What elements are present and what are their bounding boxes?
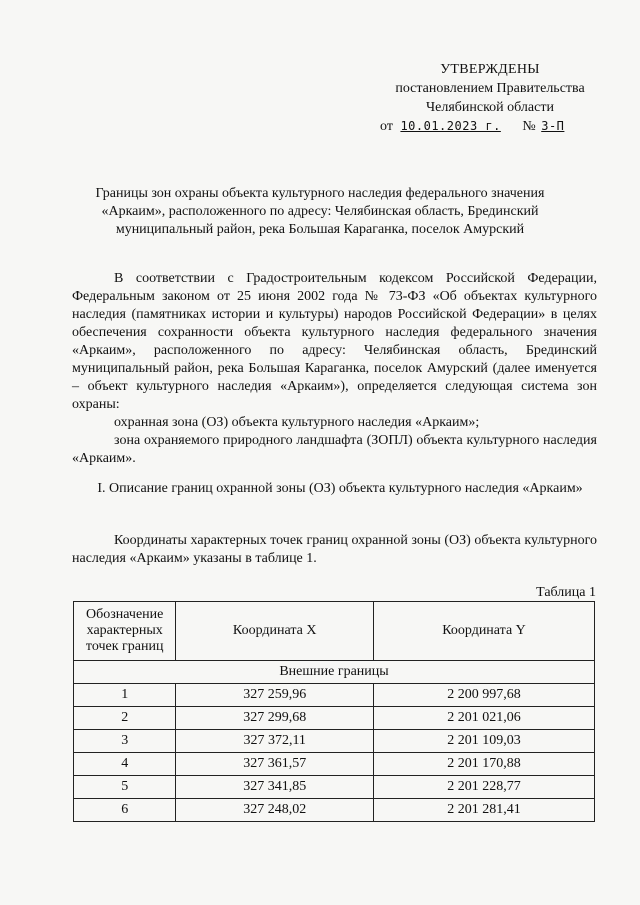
approval-number: 3-П [541, 119, 565, 133]
approval-title: УТВЕРЖДЕНЫ [440, 62, 540, 77]
coord-x: 327 299,68 [176, 707, 374, 730]
header-x: Координата X [176, 602, 374, 661]
group-label: Внешние границы [74, 661, 595, 684]
document-title: Границы зон охраны объекта культурного наследия федерального значения «Аркаим», расположенного по адресу: Челябинская область, Брединский муниципальный район, река Большая Караганка, поселок Амурский [95, 186, 545, 237]
point-number: 1 [74, 684, 176, 707]
header-points: Обозначение характерных точек границ [74, 602, 176, 661]
table-caption: Таблица 1 [536, 585, 596, 600]
point-number: 2 [74, 707, 176, 730]
coord-y: 2 201 021,06 [374, 707, 595, 730]
zone-item-1: охранная зона (ОЗ) объекта культурного наследия «Аркаим»; [114, 415, 480, 430]
zone-item-2: зона охраняемого природного ландшафта (ЗОПЛ) объекта культурного наследия «Аркаим». [72, 433, 597, 466]
table-row [74, 707, 595, 730]
coord-x: 327 259,96 [176, 684, 374, 707]
point-number: 6 [74, 799, 176, 822]
table-row [74, 799, 595, 822]
table-row [74, 684, 595, 707]
coords-intro-paragraph: Координаты характерных точек границ охранной зоны (ОЗ) объекта культурного наследия «Аркаим» указаны в таблице 1. [72, 533, 597, 566]
coord-y: 2 201 281,41 [374, 799, 595, 822]
table-row [74, 776, 595, 799]
table-header-row [74, 602, 595, 661]
point-number: 3 [74, 730, 176, 753]
header-y: Координата Y [374, 602, 595, 661]
table-row [74, 730, 595, 753]
coord-y: 2 200 997,68 [374, 684, 595, 707]
section-heading: I. Описание границ охранной зоны (ОЗ) объекта культурного наследия «Аркаим» [97, 481, 583, 496]
approval-line-1: постановлением Правительства [395, 81, 585, 96]
coord-y: 2 201 109,03 [374, 730, 595, 753]
group-row [74, 661, 595, 684]
from-label: от [380, 119, 393, 134]
point-number: 4 [74, 753, 176, 776]
point-number: 5 [74, 776, 176, 799]
coordinates-table [73, 601, 595, 822]
coord-x: 327 361,57 [176, 753, 374, 776]
table-row [74, 753, 595, 776]
coord-x: 327 341,85 [176, 776, 374, 799]
approval-block [380, 60, 600, 136]
number-label: № [522, 119, 536, 134]
coord-y: 2 201 228,77 [374, 776, 595, 799]
approval-line-2: Челябинской области [426, 100, 554, 115]
coord-x: 327 248,02 [176, 799, 374, 822]
coord-y: 2 201 170,88 [374, 753, 595, 776]
approval-date-line [380, 117, 600, 136]
intro-paragraph: В соответствии с Градостроительным кодексом Российской Федерации, Федеральным законом от 25 июня 2002 года № 73-ФЗ «Об объектах культурного наследия (памятниках истории и культуры) народов Российской Федерации» в целях обеспечения сохранности объекта культурного наследия федерального значения «Аркаим», расположенного по адресу: Челябинская область, Брединский муниципальный район, река Большая Караганка, поселок Амурский (далее именуется – объект культурного наследия «Аркаим»), определяется следующая система зон охраны: [72, 271, 597, 412]
coord-x: 327 372,11 [176, 730, 374, 753]
approval-date: 10.01.2023 г. [400, 119, 501, 133]
